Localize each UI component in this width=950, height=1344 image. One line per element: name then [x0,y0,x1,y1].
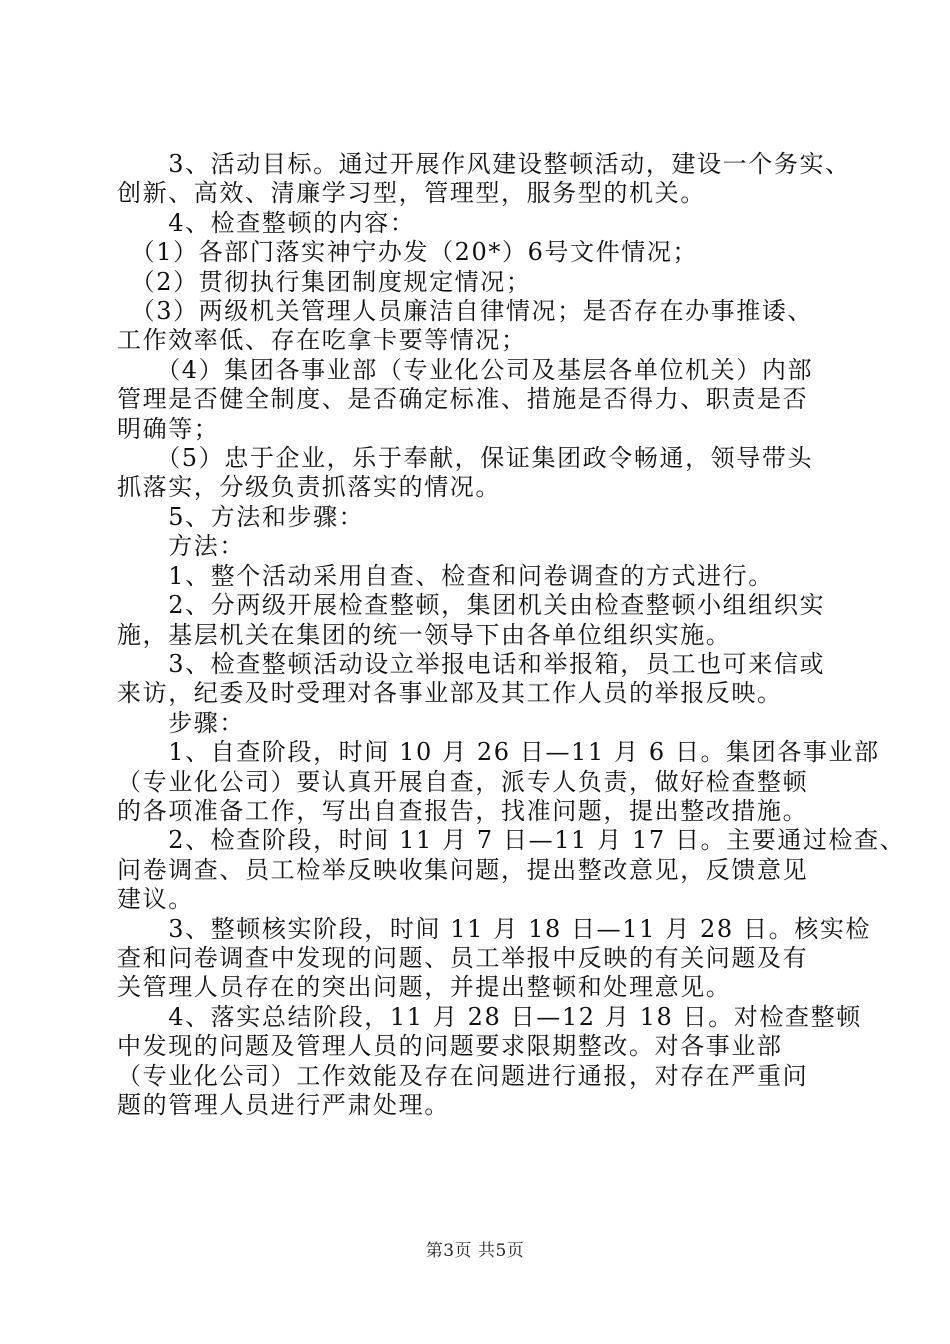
text-line: （专业化公司）工作效能及存在问题进行通报，对存在严重问 [117,1061,809,1090]
text-line: 关管理人员存在的突出问题，并提出整顿和处理意见。 [117,973,732,1002]
text-line: 2、检查阶段，时间 11 月 7 日—11 月 17 日。主要通过检查、 [117,826,906,855]
text-line: 建议。 [117,885,194,914]
text-line: 管理是否健全制度、是否确定标准、措施是否得力、职责是否 [117,385,809,414]
text-line: 查和问卷调查中发现的问题、员工举报中反映的有关问题及有 [117,943,809,972]
text-line: 3、活动目标。通过开展作风建设整顿活动，建设一个务实、 [117,150,851,178]
text-line: 题的管理人员进行严肃处理。 [117,1091,450,1119]
text-line: 4、检查整顿的内容： [117,208,416,237]
text-line: 1、整个活动采用自查、检查和问卷调查的方式进行。 [117,561,774,590]
text-line: 3、检查整顿活动设立举报电话和举报箱，员工也可来信或 [117,649,826,678]
text-line: 创新、高效、清廉学习型，管理型，服务型的机关。 [117,179,706,208]
text-line: （2）贯彻执行集团制度规定情况； [117,267,532,296]
text-line: 施，基层机关在集团的统一领导下由各单位组织实施。 [117,620,732,649]
text-line: 4、落实总结阶段，11 月 28 日—12 月 18 日。对检查整顿 [117,1002,862,1031]
text-line: 1、自查阶段，时间 10 月 26 日—11 月 6 日。集团各事业部 [117,738,880,767]
text-line: 3、整顿核实阶段，时间 11 月 18 日—11 月 28 日。核实检 [117,914,872,943]
text-line: 5、方法和步骤： [117,502,365,531]
text-line: 的各项准备工作，写出自查报告，找准问题，提出整改措施。 [117,796,809,825]
text-line: 抓落实，分级负责抓落实的情况。 [117,473,501,502]
text-line: （5）忠于企业，乐于奉献，保证集团政令畅通，领导带头 [117,444,814,473]
text-line: （专业化公司）要认真开展自查，派专人负责，做好检查整顿 [117,767,809,796]
text-line: 2、分两级开展检查整顿，集团机关由检查整顿小组组织实 [117,591,826,620]
text-line: （3）两级机关管理人员廉洁自律情况；是否存在办事推诿、 [117,297,814,326]
text-line: 工作效率低、存在吃拿卡要等情况； [117,326,527,355]
page-footer: 第3页 共5页 [425,1241,525,1261]
text-line: 明确等； [117,414,220,443]
text-line: 问卷调查、员工检举反映收集问题，提出整改意见，反馈意见 [117,855,809,884]
text-line: 步骤： [117,708,245,737]
text-line: （4）集团各事业部（专业化公司及基层各单位机关）内部 [117,355,814,384]
text-line: 来访，纪委及时受理对各事业部及其工作人员的举报反映。 [117,679,783,708]
text-line: 方法： [117,532,245,561]
document-body [117,150,906,1120]
text-line: 中发现的问题及管理人员的问题要求限期整改。对各事业部 [117,1032,783,1061]
text-line: （1）各部门落实神宁办发（20*）6号文件情况； [117,238,699,267]
